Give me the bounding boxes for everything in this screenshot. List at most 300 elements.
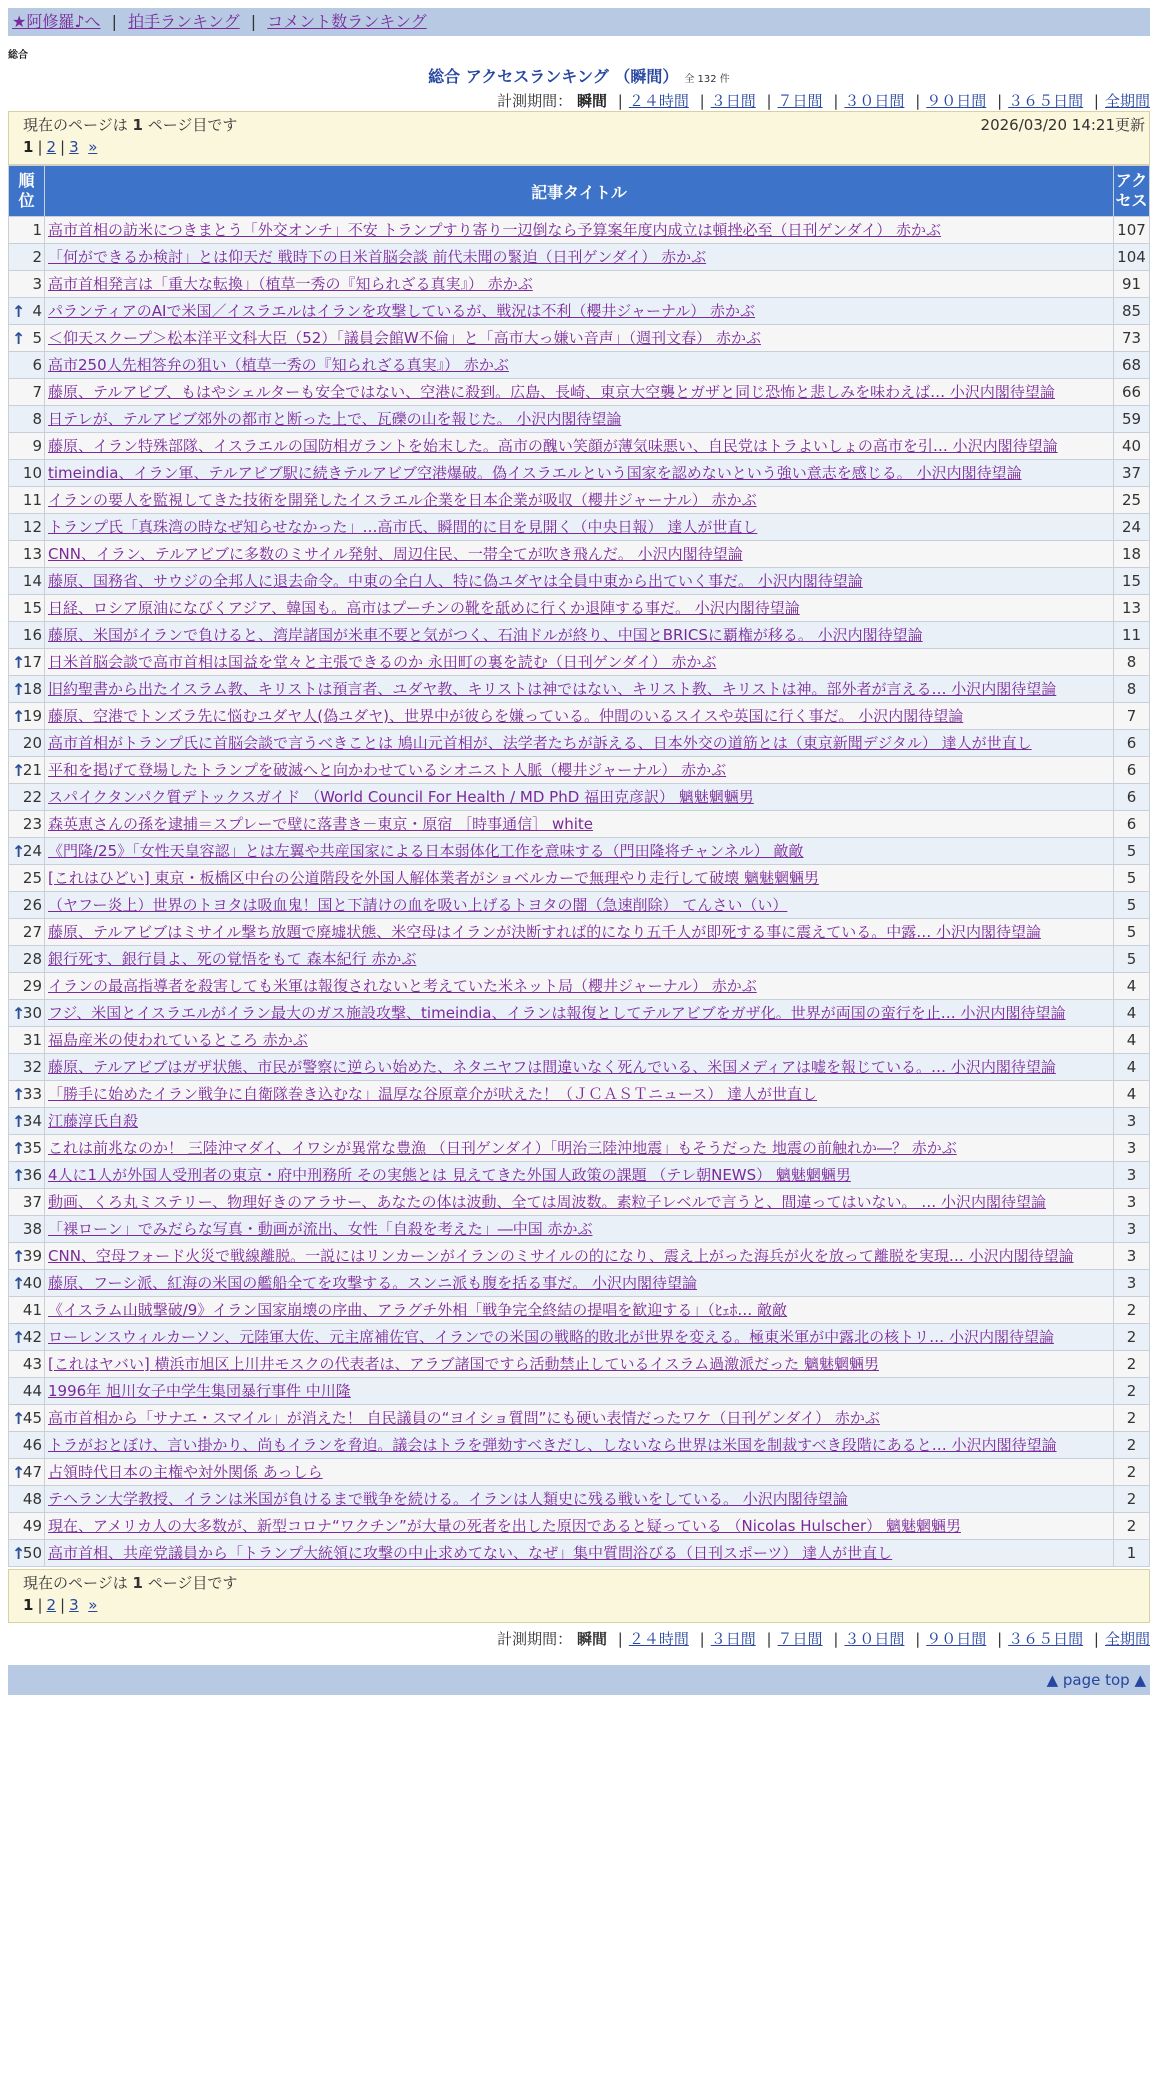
access-count: 107 — [1114, 217, 1150, 244]
rank-number: 27 — [22, 923, 42, 941]
period-30d-link[interactable]: ３０日間 — [844, 1630, 905, 1648]
clap-ranking-link[interactable]: 拍手ランキング — [128, 12, 240, 31]
access-count: 6 — [1114, 784, 1150, 811]
ranking-table — [8, 165, 1150, 1567]
rank-cell — [9, 595, 45, 622]
rank-cell — [9, 1432, 45, 1459]
table-row — [9, 1027, 1150, 1054]
table-row — [9, 622, 1150, 649]
period-selector-bottom — [8, 1629, 1150, 1649]
page-2-link[interactable]: 2 — [46, 138, 57, 156]
access-count: 73 — [1114, 325, 1150, 352]
title-cell — [45, 1432, 1114, 1459]
article-link[interactable]: ＜仰天スクープ＞松本洋平文科大臣（52）「議員会館W不倫」と「高市大っ嫌い音声」（週刊文春） 赤かぶ — [48, 329, 761, 347]
title-cell — [45, 244, 1114, 271]
rank-cell — [9, 649, 45, 676]
page-status-prefix: 現在のページは — [23, 1574, 133, 1592]
period-separator: | — [997, 1630, 1003, 1648]
article-link[interactable]: CNN、空母フォード火災で戦線離脱。一説にはリンカーンがイランのミサイルの的になり、震え上がった海兵が火を放って離脱を実現… 小沢内閣待望論 — [48, 1247, 1074, 1265]
rank-cell — [9, 865, 45, 892]
rank-number: 18 — [22, 680, 42, 698]
table-row — [9, 1378, 1150, 1405]
rank-number: 17 — [22, 653, 42, 671]
article-link[interactable]: 日テレが、テルアビブ郊外の都市と断った上で、瓦礫の山を報じた。 小沢内閣待望論 — [48, 410, 622, 428]
rank-up-arrow-icon: ↑ — [12, 1328, 26, 1347]
table-row — [9, 271, 1150, 298]
access-count: 5 — [1114, 838, 1150, 865]
access-count: 4 — [1114, 1000, 1150, 1027]
access-count: 5 — [1114, 865, 1150, 892]
rank-number: 39 — [22, 1247, 42, 1265]
access-count: 24 — [1114, 514, 1150, 541]
access-count: 3 — [1114, 1270, 1150, 1297]
rank-number: 2 — [32, 248, 42, 266]
table-header-row — [9, 166, 1150, 217]
table-row — [9, 244, 1150, 271]
title-cell — [45, 1459, 1114, 1486]
table-row — [9, 1405, 1150, 1432]
rank-cell — [9, 1162, 45, 1189]
pager-separator: | — [60, 138, 66, 156]
period-all-link[interactable]: 全期間 — [1104, 92, 1150, 110]
home-link[interactable]: ★阿修羅♪へ — [12, 12, 101, 31]
title-cell — [45, 1513, 1114, 1540]
table-row — [9, 1081, 1150, 1108]
title-cell — [45, 460, 1114, 487]
period-30d-link[interactable]: ３０日間 — [844, 92, 905, 110]
title-cell — [45, 1378, 1114, 1405]
article-link[interactable]: イランの最高指導者を殺害しても米軍は報復されないと考えていた米ネット局（櫻井ジャーナル） 赤かぶ — [48, 977, 757, 995]
rank-number: 4 — [32, 302, 42, 320]
rank-up-arrow-icon: ↑ — [12, 680, 26, 699]
article-link[interactable]: 現在、アメリカ人の大多数が、新型コロナ“ワクチン”が大量の死者を出した原因であると疑っている （Nicolas Hulscher） 魑魅魍魎男 — [48, 1517, 961, 1535]
rank-number: 5 — [32, 329, 42, 347]
title-cell — [45, 892, 1114, 919]
title-cell — [45, 1324, 1114, 1351]
ranking-title-line — [8, 64, 1150, 87]
page-current: 1 — [23, 1596, 34, 1614]
article-link[interactable]: パランティアのAIで米国／イスラエルはイランを攻撃しているが、戦況は不利（櫻井ジャーナル） 赤かぶ — [48, 302, 756, 320]
rank-cell — [9, 1081, 45, 1108]
article-link[interactable]: テヘラン大学教授、イランは米国が負けるまで戦争を続ける。イランは人類史に残る戦いをしている。 小沢内閣待望論 — [48, 1490, 848, 1508]
access-count: 6 — [1114, 811, 1150, 838]
article-link[interactable]: 藤原、国務省、サウジの全邦人に退去命令。中東の全白人、特に偽ユダヤは全員中東から出ていく事だ。 小沢内閣待望論 — [48, 572, 863, 590]
pager-separator: | — [37, 138, 43, 156]
period-separator: | — [766, 92, 772, 110]
title-cell — [45, 730, 1114, 757]
rank-number: 1 — [32, 221, 42, 239]
rank-number: 42 — [22, 1328, 42, 1346]
rank-cell — [9, 487, 45, 514]
table-row — [9, 1270, 1150, 1297]
rank-number: 8 — [32, 410, 42, 428]
table-row — [9, 1054, 1150, 1081]
article-link[interactable]: 藤原、テルアビブはガザ状態、市民が警察に逆らい始めた、ネタニヤフは間違いなく死んでいる、米国メディアは嘘を報じている。… 小沢内閣待望論 — [48, 1058, 1056, 1076]
article-link[interactable]: 「勝手に始めたイラン戦争に自衛隊巻き込むな」温厚な谷原章介が吠えた！（ＪＣＡＳＴニュース） 達人が世直し — [48, 1085, 818, 1103]
period-separator: | — [997, 92, 1003, 110]
access-count: 68 — [1114, 352, 1150, 379]
article-link[interactable]: 日経、ロシア原油になびくアジア、韓国も。高市はプーチンの靴を舐めに行くか退陣する事だ。 小沢内閣待望論 — [48, 599, 800, 617]
table-row — [9, 757, 1150, 784]
rank-cell — [9, 784, 45, 811]
rank-cell — [9, 541, 45, 568]
page-2-link[interactable]: 2 — [46, 1596, 57, 1614]
comment-ranking-link[interactable]: コメント数ランキング — [267, 12, 427, 31]
rank-number: 22 — [22, 788, 42, 806]
article-link[interactable]: ローレンスウィルカーソン、元陸軍大佐、元主席補佐官、イランでの米国の戦略的敗北が世界を変える。極東米軍が中露北の核トリ… 小沢内閣待望論 — [48, 1328, 1054, 1346]
article-link[interactable]: [これはヤバい] 横浜市旭区上川井モスクの代表者は、アラブ諸国ですら活動禁止しているイスラム過激派だった 魑魅魍魎男 — [48, 1355, 879, 1373]
rank-number: 35 — [22, 1139, 42, 1157]
article-link[interactable]: 藤原、テルアビブはミサイル撃ち放題で廃墟状態、米空母はイランが決断すれば的になり五千人が即死する事に震えている。中露… 小沢内閣待望論 — [48, 923, 1041, 941]
page-next-link[interactable]: » — [88, 138, 98, 156]
page-status-number: 1 — [132, 116, 143, 134]
title-cell — [45, 649, 1114, 676]
period-separator: | — [699, 1630, 705, 1648]
rank-number: 13 — [22, 545, 42, 563]
rank-number: 15 — [22, 599, 42, 617]
rank-up-arrow-icon: ↑ — [12, 329, 26, 348]
title-cell — [45, 568, 1114, 595]
rank-number: 11 — [22, 491, 42, 509]
article-link[interactable]: 高市首相発言は「重大な転換」（植草一秀の『知られざる真実』） 赤かぶ — [48, 275, 533, 293]
access-count: 8 — [1114, 676, 1150, 703]
article-link[interactable]: 高市首相、共産党議員から「トランプ大統領に攻撃の中止求めてない、なぜ」集中質問浴びる（日刊スポーツ） 達人が世直し — [48, 1544, 893, 1562]
header-rank-label: 順位 — [18, 171, 35, 210]
period-separator: | — [915, 92, 921, 110]
access-count: 5 — [1114, 892, 1150, 919]
title-cell — [45, 1405, 1114, 1432]
rank-cell — [9, 1405, 45, 1432]
rank-cell — [9, 1027, 45, 1054]
rank-number: 33 — [22, 1085, 42, 1103]
rank-cell — [9, 298, 45, 325]
access-count: 2 — [1114, 1513, 1150, 1540]
rank-cell — [9, 919, 45, 946]
page-title: 総合 アクセスランキング （瞬間） — [428, 67, 679, 86]
rank-cell — [9, 460, 45, 487]
access-count: 5 — [1114, 946, 1150, 973]
page-3-link[interactable]: 3 — [69, 1596, 79, 1614]
rank-cell — [9, 1540, 45, 1567]
page — [8, 0, 1150, 1695]
access-count: 3 — [1114, 1189, 1150, 1216]
item-count: 全 132 件 — [684, 74, 730, 85]
rank-number: 49 — [22, 1517, 42, 1535]
rank-up-arrow-icon: ↑ — [12, 1112, 26, 1131]
table-row — [9, 784, 1150, 811]
period-separator: | — [699, 92, 705, 110]
rank-number: 25 — [22, 869, 42, 887]
nav-separator: | — [111, 12, 118, 31]
rank-cell — [9, 406, 45, 433]
table-row — [9, 487, 1150, 514]
rank-cell — [9, 379, 45, 406]
rank-cell — [9, 1459, 45, 1486]
rank-up-arrow-icon: ↑ — [12, 1544, 26, 1563]
article-link[interactable]: 《門隆/25》「女性天皇容認」とは左翼や共産国家による日本弱体化工作を意味する（門田隆将チャンネル） 敵敵 — [48, 842, 804, 860]
page-3-link[interactable]: 3 — [69, 138, 79, 156]
table-row — [9, 1459, 1150, 1486]
rank-cell — [9, 1513, 45, 1540]
article-link[interactable]: 森英恵さんの孫を逮捕＝スプレーで壁に落書き－東京・原宿 ［時事通信］ white — [48, 815, 593, 833]
ranking-table-body — [9, 217, 1150, 1567]
table-row — [9, 514, 1150, 541]
access-count: 11 — [1114, 622, 1150, 649]
article-link[interactable]: 藤原、空港でトンズラ先に悩むユダヤ人(偽ユダヤ)、世界中が彼らを嫌っている。仲間のいるスイスや英国に行く事だ。 小沢内閣待望論 — [48, 707, 964, 725]
table-row — [9, 460, 1150, 487]
header-access — [1114, 166, 1150, 217]
access-count: 7 — [1114, 703, 1150, 730]
access-count: 2 — [1114, 1405, 1150, 1432]
title-cell — [45, 1054, 1114, 1081]
rank-number: 48 — [22, 1490, 42, 1508]
access-count: 85 — [1114, 298, 1150, 325]
title-cell — [45, 946, 1114, 973]
pager-separator: | — [60, 1596, 66, 1614]
rank-number: 44 — [22, 1382, 42, 1400]
table-row — [9, 946, 1150, 973]
rank-cell — [9, 622, 45, 649]
table-row — [9, 1513, 1150, 1540]
rank-number: 24 — [22, 842, 42, 860]
table-row — [9, 352, 1150, 379]
access-count: 4 — [1114, 1027, 1150, 1054]
access-count: 6 — [1114, 757, 1150, 784]
article-link[interactable]: 福島産米の使われているところ 赤かぶ — [48, 1031, 308, 1049]
rank-cell — [9, 973, 45, 1000]
article-link[interactable]: 高市250人先相答弁の狙い（植草一秀の『知られざる真実』） 赤かぶ — [48, 356, 509, 374]
rank-number: 26 — [22, 896, 42, 914]
table-row — [9, 541, 1150, 568]
article-link[interactable]: これは前兆なのか！ 三陸沖マダイ、イワシが異常な豊漁 （日刊ゲンダイ）「明治三陸沖地震」もそうだった 地震の前触れか―？ 赤かぶ — [48, 1139, 957, 1157]
access-count: 104 — [1114, 244, 1150, 271]
access-count: 2 — [1114, 1297, 1150, 1324]
top-nav-bar — [8, 8, 1150, 36]
page-next-link[interactable]: » — [88, 1596, 98, 1614]
pager-box-bottom — [8, 1569, 1150, 1623]
period-24h-link[interactable]: ２４時間 — [628, 92, 689, 110]
table-row — [9, 217, 1150, 244]
period-separator: | — [1093, 1630, 1099, 1648]
article-link[interactable]: 高市首相がトランプ氏に首脳会談で言うべきことは 鳩山元首相が、法学者たちが訴える、日本外交の道筋とは（東京新聞デジタル） 達人が世直し — [48, 734, 1032, 752]
access-count: 2 — [1114, 1324, 1150, 1351]
period-3d-link[interactable]: ３日間 — [710, 1630, 756, 1648]
period-label: 計測期間： — [497, 92, 573, 110]
access-count: 2 — [1114, 1459, 1150, 1486]
page-status — [23, 114, 1135, 136]
header-rank — [9, 166, 45, 217]
article-link[interactable]: 藤原、イラン特殊部隊、イスラエルの国防相ガラントを始末した。高市の醜い笑顔が薄気味悪い、自民党はトラよいしょの高市を引… 小沢内閣待望論 — [48, 437, 1058, 455]
rank-cell — [9, 1054, 45, 1081]
rank-number: 38 — [22, 1220, 42, 1238]
period-separator: | — [1093, 92, 1099, 110]
title-cell — [45, 1351, 1114, 1378]
article-link[interactable]: フジ、米国とイスラエルがイラン最大のガス施設攻撃、timeindia、イランは報復としてテルアビブをガザ化。世界が両国の蛮行を止… 小沢内閣待望論 — [48, 1004, 1066, 1022]
rank-up-arrow-icon: ↑ — [12, 302, 26, 321]
access-count: 91 — [1114, 271, 1150, 298]
table-row — [9, 649, 1150, 676]
article-link[interactable]: 4人に1人が外国人受刑者の東京・府中刑務所 その実態とは 見えてきた外国人政策の課題 （テレ朝NEWS） 魑魅魍魎男 — [48, 1166, 851, 1184]
table-row — [9, 1162, 1150, 1189]
access-count: 5 — [1114, 919, 1150, 946]
access-count: 2 — [1114, 1432, 1150, 1459]
table-row — [9, 1351, 1150, 1378]
article-link[interactable]: 動画、くろ丸ミステリー、物理好きのアラサー、あなたの体は波動、全ては周波数。素粒子レベルで言うと、間違ってはいない。 … 小沢内閣待望論 — [48, 1193, 1047, 1211]
title-cell — [45, 1027, 1114, 1054]
rank-number: 10 — [22, 464, 42, 482]
rank-cell — [9, 1243, 45, 1270]
table-row — [9, 811, 1150, 838]
access-count: 2 — [1114, 1486, 1150, 1513]
period-7d-link[interactable]: ７日間 — [777, 92, 823, 110]
updated-timestamp: 2026/03/20 14:21更新 — [980, 116, 1145, 134]
article-link[interactable]: スパイクタンパク質デトックスガイド （World Council For Health / MD PhD 福田克彦訳） 魑魅魍魎男 — [48, 788, 754, 806]
access-count: 37 — [1114, 460, 1150, 487]
table-row — [9, 676, 1150, 703]
rank-number: 37 — [22, 1193, 42, 1211]
rank-cell — [9, 568, 45, 595]
period-3d-link[interactable]: ３日間 — [710, 92, 756, 110]
rank-cell — [9, 1108, 45, 1135]
rank-cell — [9, 1189, 45, 1216]
table-row — [9, 1297, 1150, 1324]
table-row — [9, 298, 1150, 325]
title-cell — [45, 1540, 1114, 1567]
rank-up-arrow-icon: ↑ — [12, 1004, 26, 1023]
title-cell — [45, 1189, 1114, 1216]
article-link[interactable]: 占領時代日本の主権や対外関係 あっしら — [48, 1463, 323, 1481]
period-365d-link[interactable]: ３６５日間 — [1008, 92, 1084, 110]
title-cell — [45, 1135, 1114, 1162]
access-count: 13 — [1114, 595, 1150, 622]
access-count: 4 — [1114, 1054, 1150, 1081]
rank-number: 40 — [22, 1274, 42, 1292]
article-link[interactable]: [これはひどい] 東京・板橋区中台の公道階段を外国人解体業者がショベルカーで無理やり走行して破壊 魑魅魍魎男 — [48, 869, 819, 887]
article-link[interactable]: 旧約聖書から出たイスラム教、キリストは預言者、ユダヤ教、キリストは神ではない、キリスト教、キリストは神。部外者が言える… 小沢内閣待望論 — [48, 680, 1057, 698]
period-365d-link[interactable]: ３６５日間 — [1008, 1630, 1084, 1648]
article-link[interactable]: 高市首相から「サナエ・スマイル」が消えた！ 自民議員の“ヨイショ質問”にも硬い表情だったワケ（日刊ゲンダイ） 赤かぶ — [48, 1409, 880, 1427]
title-cell — [45, 595, 1114, 622]
access-count: 40 — [1114, 433, 1150, 460]
rank-number: 19 — [22, 707, 42, 725]
rank-up-arrow-icon: ↑ — [12, 1085, 26, 1104]
pagination-bottom — [23, 1594, 1135, 1616]
article-link[interactable]: 高市首相の訪米につきまとう「外交オンチ」不安 トランプすり寄り一辺倒なら予算案年度内成立は頓挫必至（日刊ゲンダイ） 赤かぶ — [48, 221, 942, 239]
title-cell — [45, 1108, 1114, 1135]
rank-up-arrow-icon: ↑ — [12, 1409, 26, 1428]
title-cell — [45, 1297, 1114, 1324]
article-link[interactable]: イランの要人を監視してきた技術を開発したイスラエル企業を日本企業が吸収（櫻井ジャーナル） 赤かぶ — [48, 491, 757, 509]
period-90d-link[interactable]: ９０日間 — [926, 1630, 987, 1648]
table-row — [9, 325, 1150, 352]
article-link[interactable]: 1996年 旭川女子中学生集団暴行事件 中川隆 — [48, 1382, 351, 1400]
article-link[interactable]: （ヤフー炎上）世界のトヨタは吸血鬼！国と下請けの血を吸い上げるトヨタの闇（急速削除） てんさい（い） — [48, 896, 788, 914]
title-cell — [45, 1270, 1114, 1297]
rank-number: 47 — [22, 1463, 42, 1481]
table-row — [9, 1189, 1150, 1216]
article-link[interactable]: 藤原、米国がイランで負けると、湾岸諸国が米車不要と気がつく、石油ドルが終り、中国とBRICSに覇権が移る。 小沢内閣待望論 — [48, 626, 923, 644]
period-separator: | — [915, 1630, 921, 1648]
pager-box-top — [8, 111, 1150, 165]
article-link[interactable]: 藤原、フーシ派、紅海の米国の艦船全てを攻撃する。スンニ派も腹を括る事だ。 小沢内閣待望論 — [48, 1274, 698, 1292]
table-row — [9, 406, 1150, 433]
period-separator: | — [766, 1630, 772, 1648]
period-all-link[interactable]: 全期間 — [1104, 1630, 1150, 1648]
article-link[interactable]: 《イスラム山賊撃破/9》イラン国家崩壊の序曲、アラグチ外相「戦争完全終結の提唱を歓迎する」（ﾋｪﾎ… 敵敵 — [48, 1301, 788, 1319]
rank-number: 16 — [22, 626, 42, 644]
rank-number: 28 — [22, 950, 42, 968]
table-row — [9, 1540, 1150, 1567]
table-row — [9, 973, 1150, 1000]
article-link[interactable]: CNN、イラン、テルアビブに多数のミサイル発射、周辺住民、一帯全てが吹き飛んだ。 小沢内閣待望論 — [48, 545, 743, 563]
access-count: 3 — [1114, 1108, 1150, 1135]
rank-number: 7 — [32, 383, 42, 401]
page-top-link[interactable]: ▲ page top ▲ — [1046, 1671, 1146, 1689]
rank-cell — [9, 1270, 45, 1297]
period-7d-link[interactable]: ７日間 — [777, 1630, 823, 1648]
period-separator: | — [617, 92, 623, 110]
access-count: 1 — [1114, 1540, 1150, 1567]
article-link[interactable]: トラがおとぼけ、言い掛かり、尚もイランを脅迫。議会はトラを弾劾すべきだし、しないなら世界は米国を制裁すべき段階にあると… 小沢内閣待望論 — [48, 1436, 1057, 1454]
rank-cell — [9, 433, 45, 460]
title-cell — [45, 298, 1114, 325]
pagination-top — [23, 136, 1135, 158]
article-link[interactable]: timeindia、イラン軍、テルアビブ駅に続きテルアビブ空港爆破。偽イスラエルという国家を認めないという強い意志を感じる。 小沢内閣待望論 — [48, 464, 1022, 482]
access-count: 3 — [1114, 1135, 1150, 1162]
rank-cell — [9, 352, 45, 379]
rank-cell — [9, 892, 45, 919]
article-link[interactable]: 日米首脳会談で高市首相は国益を堂々と主張できるのか 永田町の裏を読む（日刊ゲンダイ） 赤かぶ — [48, 653, 717, 671]
title-cell — [45, 703, 1114, 730]
rank-cell — [9, 244, 45, 271]
table-row — [9, 1000, 1150, 1027]
article-link[interactable]: トランプ氏「真珠湾の時なぜ知らせなかった」…高市氏、瞬間的に目を見開く（中央日報） 達人が世直し — [48, 518, 758, 536]
article-link[interactable]: 「裸ローン」でみだらな写真・動画が流出、女性「自殺を考えた」―中国 赤かぶ — [48, 1220, 593, 1238]
rank-number: 21 — [22, 761, 42, 779]
article-link[interactable]: 「何ができるか検討」とは仰天だ 戦時下の日米首脳会談 前代未聞の緊迫（日刊ゲンダイ） 赤かぶ — [48, 248, 707, 266]
nav-separator: | — [250, 12, 257, 31]
period-separator: | — [833, 1630, 839, 1648]
title-cell — [45, 1081, 1114, 1108]
period-selector-top — [8, 91, 1150, 111]
title-cell — [45, 622, 1114, 649]
rank-number: 43 — [22, 1355, 42, 1373]
access-count: 4 — [1114, 973, 1150, 1000]
period-24h-link[interactable]: ２４時間 — [628, 1630, 689, 1648]
footer-bar — [8, 1665, 1150, 1695]
rank-number: 14 — [22, 572, 42, 590]
table-row — [9, 1243, 1150, 1270]
article-link[interactable]: 平和を掲げて登場したトランプを破滅へと向かわせているシオニスト人脈（櫻井ジャーナル） 赤かぶ — [48, 761, 727, 779]
period-90d-link[interactable]: ９０日間 — [926, 92, 987, 110]
article-link[interactable]: 江藤淳氏自殺 — [48, 1112, 139, 1130]
table-row — [9, 838, 1150, 865]
period-current: 瞬間 — [576, 92, 607, 110]
article-link[interactable]: 藤原、テルアビブ、もはやシェルターも安全ではない、空港に殺到。広島、長崎、東京大空襲とガザと同じ恐怖と悲しみを味わえば… 小沢内閣待望論 — [48, 383, 1055, 401]
rank-up-arrow-icon: ↑ — [12, 707, 26, 726]
rank-cell — [9, 703, 45, 730]
table-row — [9, 730, 1150, 757]
rank-number: 36 — [22, 1166, 42, 1184]
rank-number: 34 — [22, 1112, 42, 1130]
rank-up-arrow-icon: ↑ — [12, 1139, 26, 1158]
article-link[interactable]: 銀行死す、銀行員よ、死の覚悟をもて 森本紀行 赤かぶ — [48, 950, 417, 968]
rank-number: 30 — [22, 1004, 42, 1022]
access-count: 4 — [1114, 1081, 1150, 1108]
rank-cell — [9, 676, 45, 703]
title-cell — [45, 811, 1114, 838]
rank-number: 9 — [32, 437, 42, 455]
